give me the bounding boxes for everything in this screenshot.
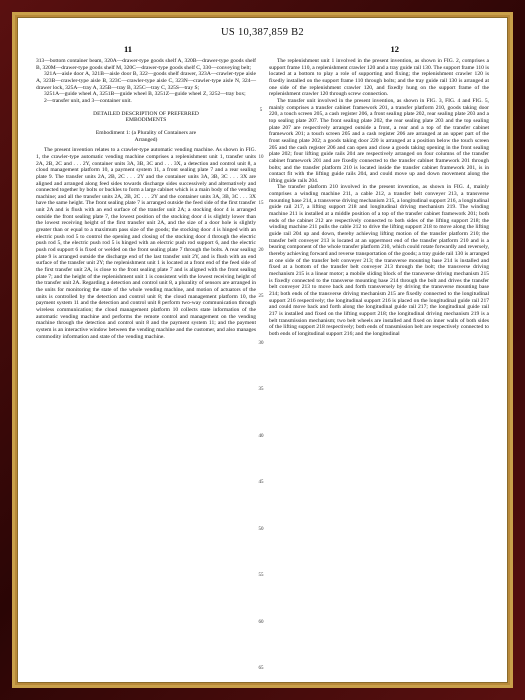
embodiment-heading-line-1: Embodiment 1: (a Plurality of Containers are [95,129,197,136]
section-heading-line-2: EMBODIMENTS [125,117,167,124]
patent-number-header: US 10,387,859 B2 [221,27,304,38]
line-number: 15 [258,201,264,206]
left-column-number: 11 [124,44,133,54]
line-number: 5 [259,108,263,113]
line-number: 55 [258,573,264,578]
right-column [269,58,489,340]
line-number: 45 [258,480,264,485]
line-number: 20 [258,247,264,253]
line-number: 35 [258,387,264,392]
line-number: 25 [258,294,264,299]
left-column [36,58,256,340]
gold-frame-border [12,12,513,688]
embodiment-heading-line-2: Arranged) [134,136,158,143]
section-heading-line-1: DETAILED DESCRIPTION OF PREFERRED [93,110,199,117]
line-number: 10 [258,154,264,160]
column-numbers [36,44,489,54]
patent-page [17,17,508,683]
paragraph: The present invention relates to a crawler-type automatic vending machine. As shown in FIG. 1, the crawler-type automatic vending machine comprises a replenishment unit 1, transfer units 2A, 2B, 2C and . . . 2Y, container units 3A, 3B, 3C and . . . 3X, a detection and control unit 8, a cloud management platform 10, a payment system 11, a front sealing plate 7 and a rear sealing plate 9. The transfer units 2A, 2B, 2C . . . 2Y and the container units 3A, 3B, 3C . . . 3X are aligned and arranged along feed sides towards discharge sides successively and alternatively and connected together by bolts or buckles to form a large cabinet which is a main body of the vending machine; and all the transfer units 2A, 2B, 2C . . . 2Y and the container units 3A, 3B, 3C . . . 3X have the same height. The front sealing plate 7 is arranged outside the feed side of the first transfer unit 2A and is flush with an end surface of the transfer unit 2A; a stocking door 4 is arranged outside the front sealing plate 7, the lowest position of the stocking door 4 is slightly lower than the lowest receiving height of the first transfer unit 2A, and the size of a door hole is slightly greater than or equal to a maximum pass size of the goods; the stocking door 4 is hinged with an electric push rod 5 to control the opening and closing of the stocking door 4 through the electric push rod 5, the electric push rod 5 is hinged with an electric push rod support 6, and the electric push rod support 6 is fixed or welded on the front sealing plate 7 through the bolts. A rear sealing plate 9 is arranged outside the discharge end of the last transfer unit 2Y, and is flush with an end surface of the transfer unit 2Y; the replenishment unit 1 is located at a front end of the feed side of the first transfer unit 2A, is close to the front sealing plate 7 and is aligned with the front sealing plate 7; and the height of the replenishment unit 1 is consistent with the lowest receiving height of the transfer unit 2A. Regarding a detection and control unit 8, a plurality of sensors are arranged in the units for monitoring the state of the whole vending machine, and motion of actuators of the units is controlled by the detection and control unit 8; the cloud management platform 10, the payment system 11 and the detection and control unit 8 perform two-way communication through wireless communication; the cloud management platform 10 collects state information of the automatic vending machine and performs the remote control and management on the vending machine through the detection and control unit 8 and the payment system 11; and the payment system is an interactive window between the vending machine and the customer, and also manages commodity information and state of the vending machine. [36,147,256,340]
paragraph: The replenishment unit 1 involved in the present invention, as shown in FIG. 2, comprises a support frame 110, a replenishment crawler 120 and a tray guide rail 130. The support frame 110 is located at a bottom to play a role of supporting and fixing; the replenishment crawler 120 is fixedly installed on the support frame 110 through bolts; and the tray guide rail 130 is arranged at one side of the replenishment crawler 120, and fixedly hung on the support frame of the replenishment crawler 120 through screw connection. [269,58,489,98]
paragraph: The transfer platform 210 involved in the present invention, as shown in FIG. 4, mainly comprises a winding machine 211, a cable 212, a transfer belt conveyer 213, a transverse mounting base 214, a transverse driving mechanism 215, a longitudinal support 216, a longitudinal guide rail 217, a lifting support 218 and longitudinal driving mechanism 219. The winding machine 211 is installed at a middle position of a top of the transfer cabinet framework 201; both ends of the cabinet 212 are respectively connected to both sides of the lifting support 218; the winding machine 211 pulls the cable 212 to drive the lifting support 218 to move along the lifting guide rail 204 up and down, thereby achieving lifting motion of the transfer platform 210; the transfer belt conveyer 213 is located at an uppermost end of the transfer platform 210 and is a bearing component of the whole transfer platform 210, which could rotate forwardly and reversely, thereby achieving forward and reverse transportation of the goods; a tray guide rail 130 is arranged at one side of the transfer belt conveyer 213; the transverse mounting base 214 is installed and fixed at a bottom of the transfer belt conveyer 213 through the bolt; the transverse driving mechanism 215 is a linear motor; a mobile sliding block of the transverse driving mechanism 215 is fixedly connected to the transverse mounting base 214 through the bolt and drives the transfer belt conveyer 213 to move back and forth transversely by driving the transverse mounting base 214; both ends of the transverse driving mechanism 215 are fixedly connected to the longitudinal support 216 respectively; the longitudinal support 216 is placed on the longitudinal guide rail 217 and could move back and forth along the longitudinal guide rail 217; the longitudinal guide rail 217 is installed and fixed on the lifting support 218; the longitudinal driving mechanism 219 is a belt transmission mechanism; two belt wheels are installed and fixed on inner walls of both sides of the lifting support 218 respectively; both ends of transmission belt are respectively connected to both ends of longitudinal support 216; and the longitudinal [269,184,489,337]
reference-list-4: 2—transfer unit, and 3—container unit. [44,97,132,104]
section-heading [36,111,256,124]
line-number: 65 [258,666,264,671]
embodiment-heading [36,130,256,143]
right-column-number: 12 [390,44,399,54]
reference-list-1: 313—bottom container beam, 320A—drawer-type goods shelf A, 320B—drawer-type goods shelf B, 320M—drawer-type goods shelf M, 320C—drawer-type goods shelf C, 330—conveying belt; [36,58,256,71]
paragraph: The transfer unit involved in the present invention, as shown in FIG. 3, FIG. 4 and FIG. 5, mainly comprises a transfer cabinet framework 201, a transfer platform 210, goods taking door 220, a touch screen 205, a cash register 206, a front sealing plate 202, rear sealing plate 203 and a top sealing plate 207. The front sealing plate 202, the rear sealing plate 203 and the top sealing plate 207 are respectively arranged outside a front, a rear and a top of the transfer cabinet framework 201; a touch screen 205 and a cash register 206 are arranged at an upper part of the front sealing plate 202; a goods taking door 220 is arranged at a position below the touch screen 205 and the cash register 206 and can open and close a goods taking opening in the front sealing plate 202; four lifting guide rails 204 are respectively arranged on four columns of the transfer cabinet framework 201 and are fixedly connected to the transfer cabinet framework 201 through bolts; and the transfer platform 210 is located inside the transfer cabinet framework 201, is in contact fit with the lifting guide rails 204, and could move up and down movement along the lifting guide rails 204. [269,97,489,184]
reference-list-2: 321A—aisle door A, 321B—aisle door B, 322—goods shelf drawer, 323A—crawler-type aisle A, 323B—crawler-type aisle B, 323C—crawler-type aisle C, 323N—crawler-type aisle N, 324—drawer lock, 325A—tray A, 325B—tray B, 325C—tray C, 325S—tray S; [36,71,256,91]
line-number: 30 [258,340,264,346]
reference-list-3: 3251A—guide wheel A, 3251B—guide wheel B, 3251Z—guide wheel Z, 3252—tray box; [44,91,246,98]
line-number: 40 [258,433,264,439]
line-number: 50 [258,526,264,532]
line-number: 60 [258,619,264,625]
